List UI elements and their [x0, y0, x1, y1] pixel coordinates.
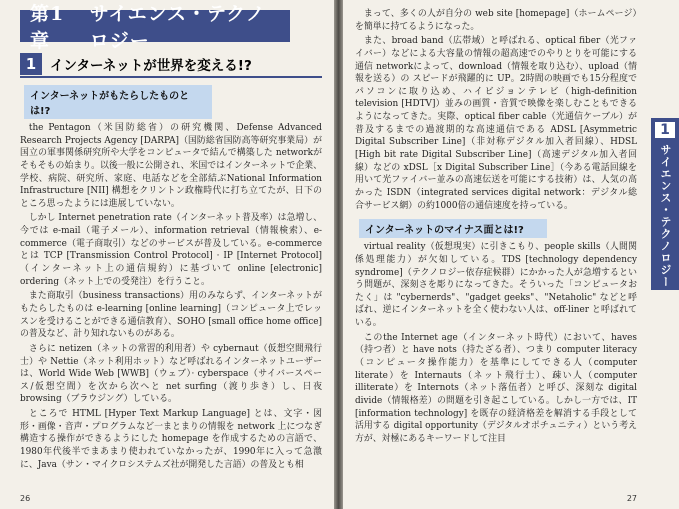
body-paragraph: ところで HTML [Hyper Text Markup Language] とは、文字・図形・画像・音声・プログラムなど一まとまりの情報を network 上につなぎ構造する操作ができるようにした homepage を作成するための言語で、1980年代後半でまあまり使われていなかったが、1990年に入って急激に、Java（サン・マイクロシステムズ社が開発した言語）の普及とも相 [20, 409, 322, 470]
body-paragraph: しかし Internet penetration rate（インターネット普及率）は急増し、今では e-mail（電子メール）、information retrieval（情報検索）、e-commerce（電子商取引）などのサービスが普及している。e-commerce とは TCP [Transmission Control Protocol] · IP [Internet Protocol]（インターネット上の通信規約）に基づいて online [electronic] ordering（ネット上での受発注）を行うこと。 [20, 213, 322, 287]
chapter-header [20, 3, 290, 52]
body-paragraph: このthe Internet age（インターネット時代）において、haves（持つ者）と have nots（持たざる者）、つまり computer literacy（コンピュータ操作能力）を基準にしてできる人（computer literate）を Internauts（ネット飛行士）、疎い人（computer illiterate）を Internots（ネット落伍者）と呼び、深刻な digital divide（情報格差）の問題を引き起こしている。しかし一方では、IT [information technology] を既存の経済格差を解消する手段として活用する digital opportunity（デジタルオポチュニティ）という考え方が、対極にあるキーワードして注目 [355, 332, 637, 444]
chapter-tab [651, 118, 679, 290]
page-number-left: 26 [20, 494, 31, 503]
chapter-title: サイエンス・テクノロジー [89, 3, 266, 52]
body-paragraph: さらに netizen（ネットの常習的利用者）や cybernaut（仮想空間飛行士）や Nettie（ネット利用ホット）など呼ばれるインターネットユーザーは、World Wide Web [WWB]（ウェブ）· cyberspace（サイバースペース/仮想空間）を次から次へと net surfing（渡り歩き）し、日夜 browsing（ブラウジング）している。 [20, 343, 322, 405]
section-number: 1 [20, 53, 42, 75]
subhead-benefits: インターネットがもたらしたものとは!? [24, 85, 212, 119]
body-paragraph: また商取引（business transactions）用のみならず、インターネットがもたらしたものは e-learning [online learning]（コンピュータ上でレッスンを受けることができる通信教育）、SOHO [small office home office] の普及など、計り知れないものがある。 [20, 291, 322, 340]
body-paragraph: また、broad band（広帯域）と呼ばれる、optical fiber（光ファイバー）などによる大容量の情報の超高速でのやりとりを可能にする通信 networkによって、download（情報を取り込む）、upload（情報を送る）の スピードが飛躍的に UP。2時間の映画でも15分程度でパソコンに取り込め、ハイビジョンテレビ（high-definition television [HDTV]）並みの画質・音質で映像を楽しむこともできるようになってきた。実際、optical fiber cable（光通信ケーブル）が普及するまでの過渡期的な高速通信である ADSL [Asymmetric Digital Subscriber Line]（非対称デジタル加入者回線）、HDSL [High bit rate Digital Subscriber Line]（高速デジタル加入者回線）などの xDSL［x Digital Subscriber Line］（今ある電話回線を用いて光ファイバー並みの高速伝送を可能にする技術）は、人気の高かった ISDN（integrated services digital network：デジタル総合サービス網）の約1000倍の通信速度を持っている。 [355, 36, 637, 211]
left-page [0, 0, 334, 509]
tab-number: 1 [655, 122, 675, 138]
subhead-minus: インターネットのマイナス面とは!? [359, 219, 547, 238]
body-paragraph: the Pentagon（米国防総省）の研究機関、Defense Advanced Research Projects Agency [DARPA]（国防総省国防高等研究事業局）が国立の軍事関係研究所や大学をコンピュータで結んで構築した networkがそもそもの始まり。以後一般に公開され、米国ではインターネットで企業、学校、病院、研究所、家庭、电話などを全部結ぶNational Information Infrastructure [NII] 構想をクリントン政権時代に打ち立てたが、日下のところ思ったようには進展していない。 [20, 123, 322, 209]
page-number-right: 27 [626, 494, 637, 503]
body-paragraph: まって、多くの人が自分の web site [homepage]（ホームページ）を簡単に持てるようになった。 [355, 9, 637, 32]
section-header [20, 52, 322, 78]
section-title: インターネットが世界を変える!? [50, 58, 252, 74]
book-gutter [334, 0, 343, 509]
body-paragraph: virtual reality（仮想現実）に引きこもり、people skills（人間関係処理能力）が欠如している。TDS [technology dependency syndrome]（テクノロジー依存症候群）にかかった人が急増するという問題が、深刻さを彫りになってきた。そういった「コンピュータおたく」は "cybernerds"、"gadget geeks"、"Netaholic" などと呼ばれ、逆にインターネットを全く使わない人は、off-liner と呼ばれている。 [355, 242, 637, 329]
chapter-number: 第1章 [30, 3, 65, 52]
tab-label: サイエンス・テクノロジー [659, 144, 672, 288]
right-page [343, 0, 679, 509]
